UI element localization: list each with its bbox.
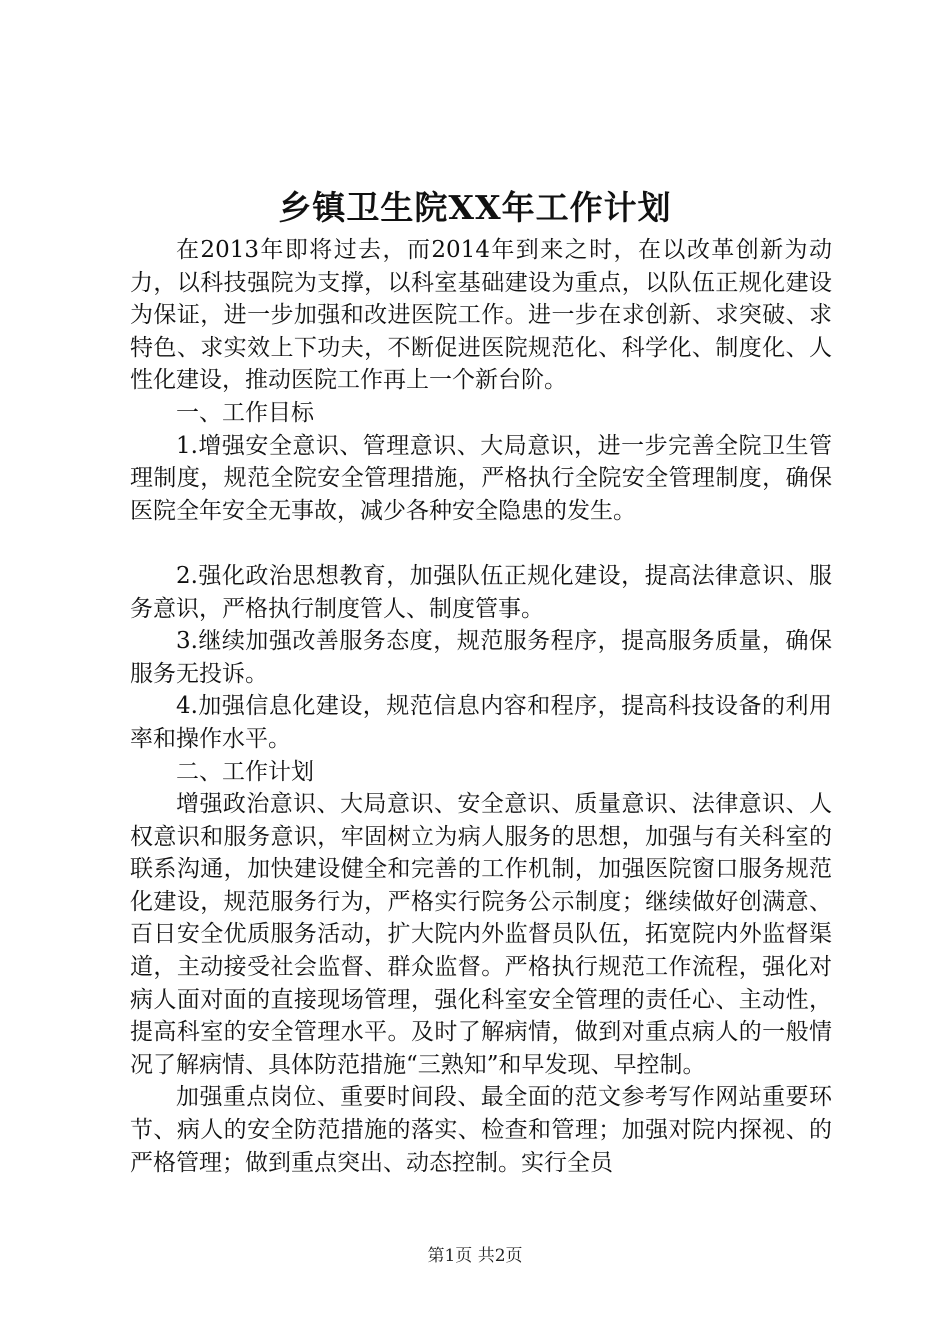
intro-paragraph: 在2013年即将过去，而2014年到来之时，在以改革创新为动力，以科技强院为支撑，以科室基础建设为重点，以队伍正规化建设为保证，进一步加强和改进医院工作。进一步在求创新、求突破、求特色、求实效上下功夫，不断促进医院规范化、科学化、制度化、人性化建设，推动医院工作再上一个新台阶。 <box>130 237 832 394</box>
page-number-footer: 第1页 共2页 <box>427 1246 523 1266</box>
goal-item-2: 2.强化政治思想教育，加强队伍正规化建设，提高法律意识、服务意识，严格执行制度管人、制度管事。 <box>130 562 832 622</box>
document-title: 乡镇卫生院XX年工作计划 <box>278 188 672 227</box>
goal-item-3: 3.继续加强改善服务态度，规范服务程序，提高服务质量，确保服务无投诉。 <box>130 628 832 687</box>
blank-line <box>130 527 832 560</box>
section-heading-goals: 一、工作目标 <box>176 399 314 426</box>
plan-paragraph-2: 加强重点岗位、重要时间段、最全面的范文参考写作网站重要环节、病人的安全防范措施的落实、检查和管理；加强对院内探视、的严格管理；做到重点突出、动态控制。实行全员 <box>130 1084 832 1176</box>
goal-item-1: 1.增强安全意识、管理意识、大局意识，进一步完善全院卫生管理制度，规范全院安全管理措施，严格执行全院安全管理制度，确保医院全年安全无事故，减少各种安全隐患的发生。 <box>130 432 832 524</box>
section-heading-plan: 二、工作计划 <box>176 758 314 785</box>
document-body <box>130 234 832 1179</box>
plan-paragraph-1: 增强政治意识、大局意识、安全意识、质量意识、法律意识、人权意识和服务意识，牢固树立为病人服务的思想，加强与有关科室的联系沟通，加快建设健全和完善的工作机制，加强医院窗口服务规范化建设，规范服务行为，严格实行院务公示制度；继续做好创满意、百日安全优质服务活动，扩大院内外监督员队伍，拓宽院内外监督渠道，主动接受社会监督、群众监督。严格执行规范工作流程，强化对病人面对面的直接现场管理，强化科室安全管理的责任心、主动性，提高科室的安全管理水平。及时了解病情，做到对重点病人的一般情况了解病情、具体防范措施“三熟知”和早发现、早控制。 <box>130 791 832 1078</box>
goal-item-4: 4.加强信息化建设，规范信息内容和程序，提高科技设备的利用率和操作水平。 <box>130 693 832 752</box>
